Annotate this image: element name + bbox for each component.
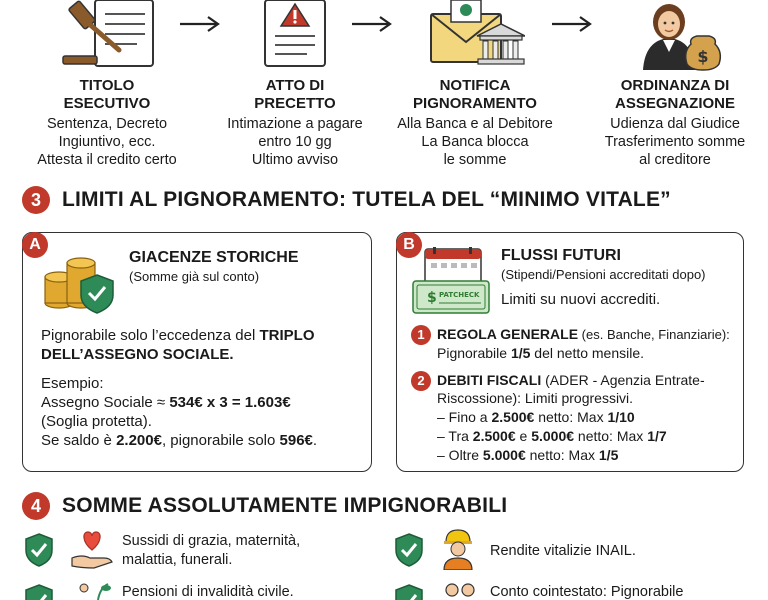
section-number-badge: 4: [22, 492, 50, 520]
hand-heart-icon: [70, 528, 114, 570]
box-giacenze-storiche: [22, 232, 372, 472]
wheelchair-plant-icon: [70, 582, 114, 600]
box-flussi-futuri: [396, 232, 744, 472]
arrow-right-icon: [550, 14, 594, 34]
step-description: Alla Banca e al Debitore La Banca blocca le somme: [397, 116, 553, 168]
box-intro: Limiti su nuovi accrediti.: [501, 291, 661, 308]
box-title: FLUSSI FUTURI: [501, 247, 621, 264]
rule-title: REGOLA GENERALE (es. Banche, Finanziarie):: [437, 326, 730, 342]
bank-envelope-icon: [425, 0, 525, 72]
step-description: Udienza dal Giudice Trasferimento somme al creditore: [604, 116, 746, 168]
bracket-line: – Fino a 2.500€ netto: Max 1/10: [437, 409, 635, 425]
rule-detail: Riscossione): Limiti progressivi.: [437, 390, 634, 406]
step-title: ORDINANZA DI ASSEGNAZIONE: [614, 77, 735, 112]
svg-text:$: $: [427, 290, 437, 306]
unseizable-item: Conto cointestato: Pignorabile: [490, 584, 684, 600]
rule-detail: Pignorabile 1/5 del netto mensile.: [437, 345, 645, 361]
shield-check-icon: [24, 533, 54, 567]
unseizable-item: Sussidi di grazia, maternità, malattia, funerali.: [122, 533, 301, 568]
rule-title: DEBITI FISCALI (ADER - Agenzia Entrate-: [437, 372, 705, 388]
rule-number-badge: 1: [411, 325, 431, 345]
bracket-line: – Tra 2.500€ e 5.000€ netto: Max 1/7: [437, 428, 667, 444]
worker-icon: [440, 528, 476, 570]
coins-shield-icon: [41, 251, 121, 315]
warning-document-icon: [255, 0, 335, 72]
rule-text-line2: DELL’ASSEGNO SOCIALE.: [41, 346, 234, 363]
step-notifica-pignoramento: [385, 0, 565, 175]
judge-money-icon: [625, 0, 725, 72]
step-title: TITOLO ESECUTIVO: [63, 77, 151, 112]
shield-check-icon: [24, 584, 54, 600]
unseizable-item: Rendite vitalizie INAIL.: [490, 543, 636, 559]
rule-number-badge: 2: [411, 371, 431, 391]
box-badge: A: [22, 232, 48, 258]
section-title: SOMME ASSOLUTAMENTE IMPIGNORABILI: [62, 494, 508, 517]
shield-check-icon: [394, 533, 424, 567]
example-line: Se saldo è 2.200€, pignorabile solo 596€.: [41, 432, 318, 449]
bracket-line: – Oltre 5.000€ netto: Max 1/5: [437, 447, 619, 463]
section-number-badge: 3: [22, 186, 50, 214]
paycheck-label: PATCHECK: [439, 291, 480, 299]
step-titolo-esecutivo: [22, 0, 192, 175]
step-description: Sentenza, Decreto Ingiuntivo, ecc. Attesta il credito certo: [37, 116, 177, 168]
gavel-icon: [57, 0, 157, 72]
step-description: Intimazione a pagare entro 10 gg Ultimo avviso: [227, 116, 363, 168]
box-title: GIACENZE STORICHE: [129, 249, 299, 266]
step-title: ATTO DI PRECETTO: [254, 77, 336, 112]
unseizable-item: Pensioni di invalidità civile.: [122, 584, 294, 600]
example-line: (Soglia protetta).: [41, 413, 152, 430]
step-title: NOTIFICA PIGNORAMENTO: [413, 77, 537, 112]
svg-text:$: $: [697, 47, 709, 66]
box-subtitle: (Stipendi/Pensioni accreditati dopo): [501, 267, 706, 282]
example-line: Assegno Sociale ≈ 534€ x 3 = 1.603€: [41, 394, 291, 411]
two-people-icon: [440, 582, 480, 600]
section-title: LIMITI AL PIGNORAMENTO: TUTELA DEL “MINIMO VITALE”: [62, 188, 671, 211]
calendar-paycheck-icon: [411, 247, 491, 317]
box-subtitle: (Somme già sul conto): [129, 269, 260, 284]
shield-check-icon: [394, 584, 424, 600]
example-label: Esempio:: [41, 375, 104, 392]
box-badge: B: [396, 232, 422, 258]
rule-text: Pignorabile solo l’eccedenza del TRIPLO: [41, 327, 315, 344]
step-ordinanza-di-assegnazione: [590, 0, 760, 175]
